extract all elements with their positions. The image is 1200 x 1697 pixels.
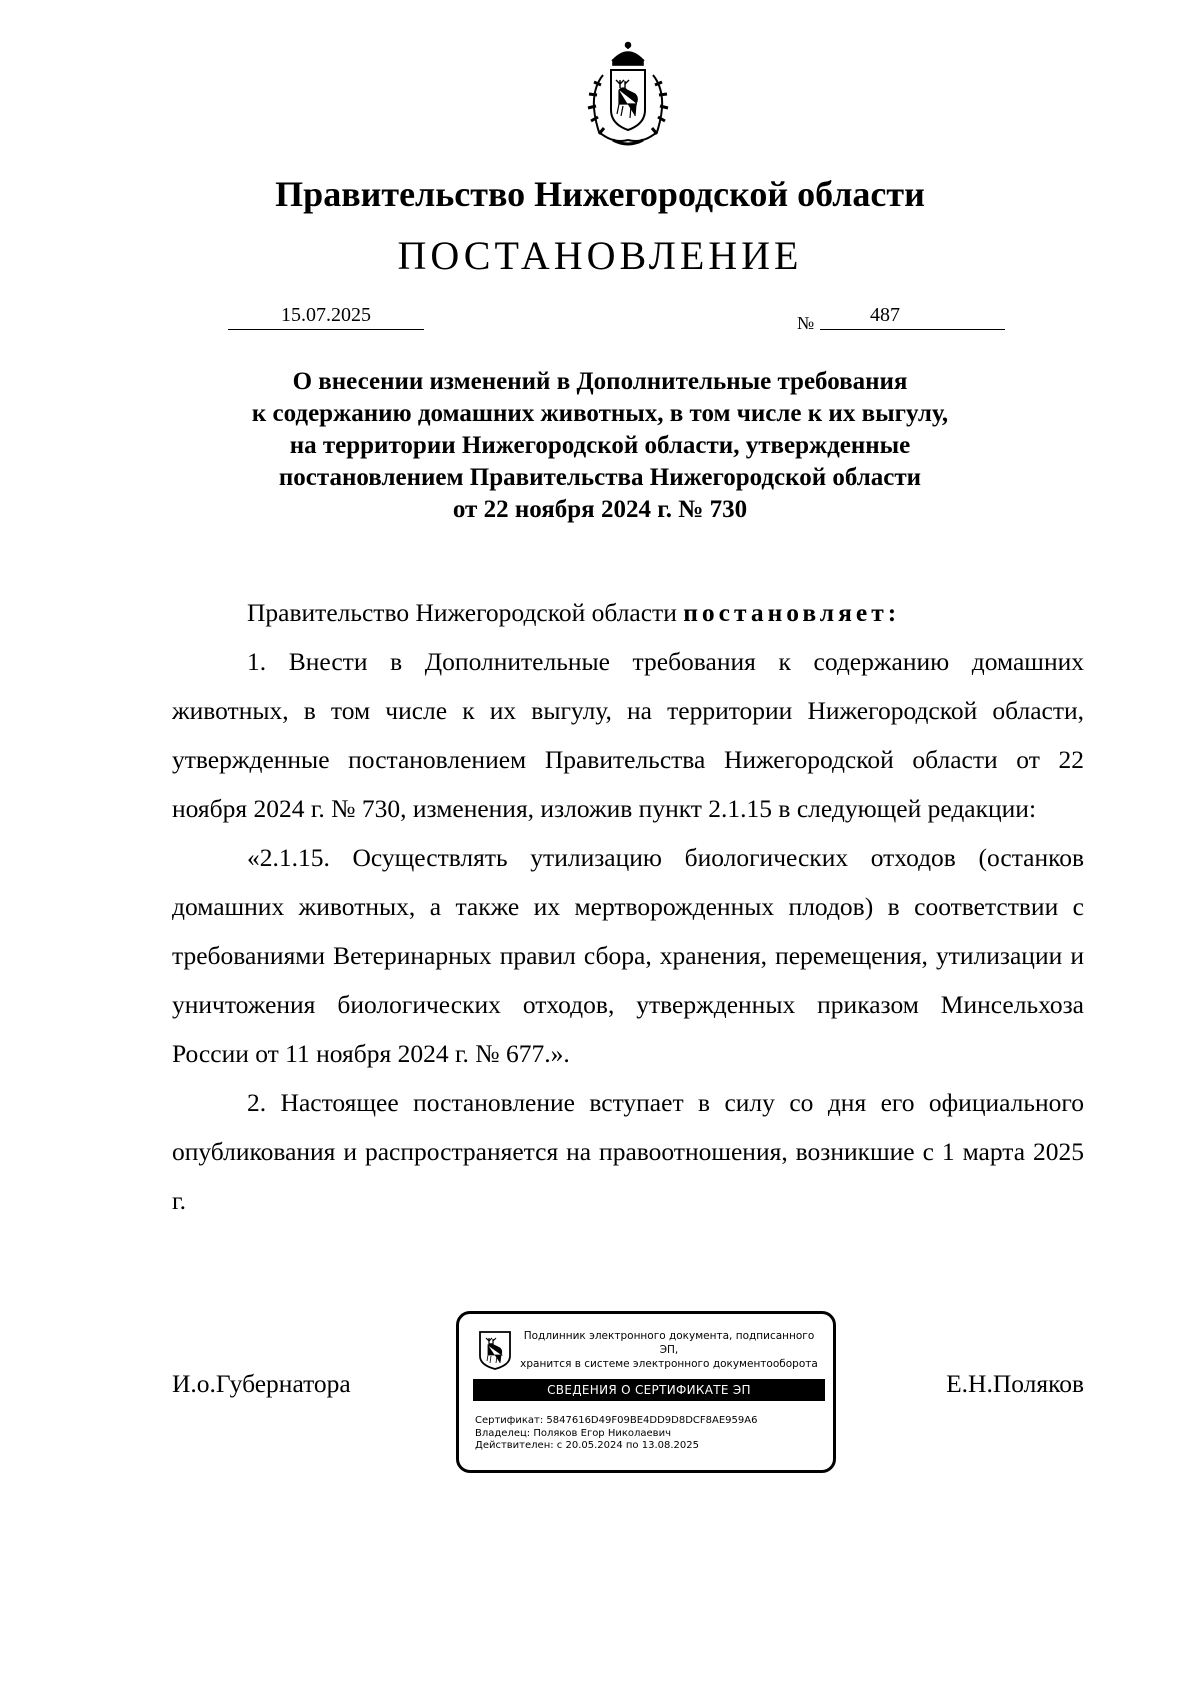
document-title: [160, 366, 1040, 526]
certificate-owner: Владелец: Поляков Егор Николаевич: [475, 1427, 671, 1439]
paragraph: 2. Настоящее постановление вступает в силу со дня его официального опубликования и распространяется на правоотношения, возникшие с 1 марта 2025 г.: [172, 1088, 1084, 1215]
title-line: постановлением Правительства Нижегородской области: [278, 464, 922, 491]
preamble-action: постановляет:: [683, 598, 901, 627]
stamp-certificate-info: [475, 1415, 757, 1453]
electronic-signature-stamp: [456, 1311, 836, 1473]
stamp-header-line: Подлинник электронного документа, подписанного ЭП,: [523, 1330, 815, 1356]
paragraph: «2.1.15. Осуществлять утилизацию биологических отходов (останков домашних животных, а также их мертворожденных плодов) в соответствии с требованиями Ветеринарных правил сбора, хранения, перемещения, утилизации и уничтожения биологических отходов, утвержденных приказом Минсельхоза России от 11 ноября 2024 г. № 677.».: [172, 843, 1084, 1068]
title-line: О внесении изменений в Дополнительные требования: [292, 368, 908, 395]
paragraph: 1. Внести в Дополнительные требования к содержанию домашних животных, в том числе к их выгулу, на территории Нижегородской области, утвержденные постановлением Правительства Нижегородской области от 22 ноября 2024 г. № 730, изменения, изложив пункт 2.1.15 в следующей редакции:: [172, 647, 1084, 823]
number-underline: [820, 329, 1005, 330]
deer-emblem-icon: [477, 1330, 513, 1370]
preamble-text: Правительство Нижегородской области: [247, 598, 684, 627]
document-date: 15.07.2025: [281, 304, 371, 326]
organization-name: Правительство Нижегородской области: [275, 174, 925, 214]
document-type: ПОСТАНОВЛЕНИЕ: [397, 233, 803, 278]
number-sign: №: [797, 313, 815, 333]
stamp-certificate-title: СВЕДЕНИЯ О СЕРТИФИКАТЕ ЭП: [473, 1379, 825, 1401]
document-body: [172, 588, 1084, 1225]
title-line: на территории Нижегородской области, утвержденные: [289, 432, 911, 459]
certificate-id: Сертификат: 5847616D49F09BE4DD9D8DCF8AE959A6: [475, 1415, 758, 1426]
title-line: от 22 ноября 2024 г. № 730: [452, 496, 748, 523]
stamp-header-line: хранится в системе электронного документооборота: [520, 1358, 818, 1370]
stamp-header: [513, 1329, 825, 1371]
signatory-position: И.о.Губернатора: [172, 1369, 351, 1398]
coat-of-arms-icon: [573, 40, 683, 150]
document-number: 487: [870, 304, 900, 326]
date-underline: [228, 329, 424, 330]
title-line: к содержанию домашних животных, в том числе к их выгулу,: [251, 400, 949, 427]
signatory-name: Е.Н.Поляков: [946, 1369, 1084, 1398]
certificate-validity: Действителен: с 20.05.2024 по 13.08.2025: [475, 1440, 699, 1451]
preamble: [172, 588, 1084, 637]
